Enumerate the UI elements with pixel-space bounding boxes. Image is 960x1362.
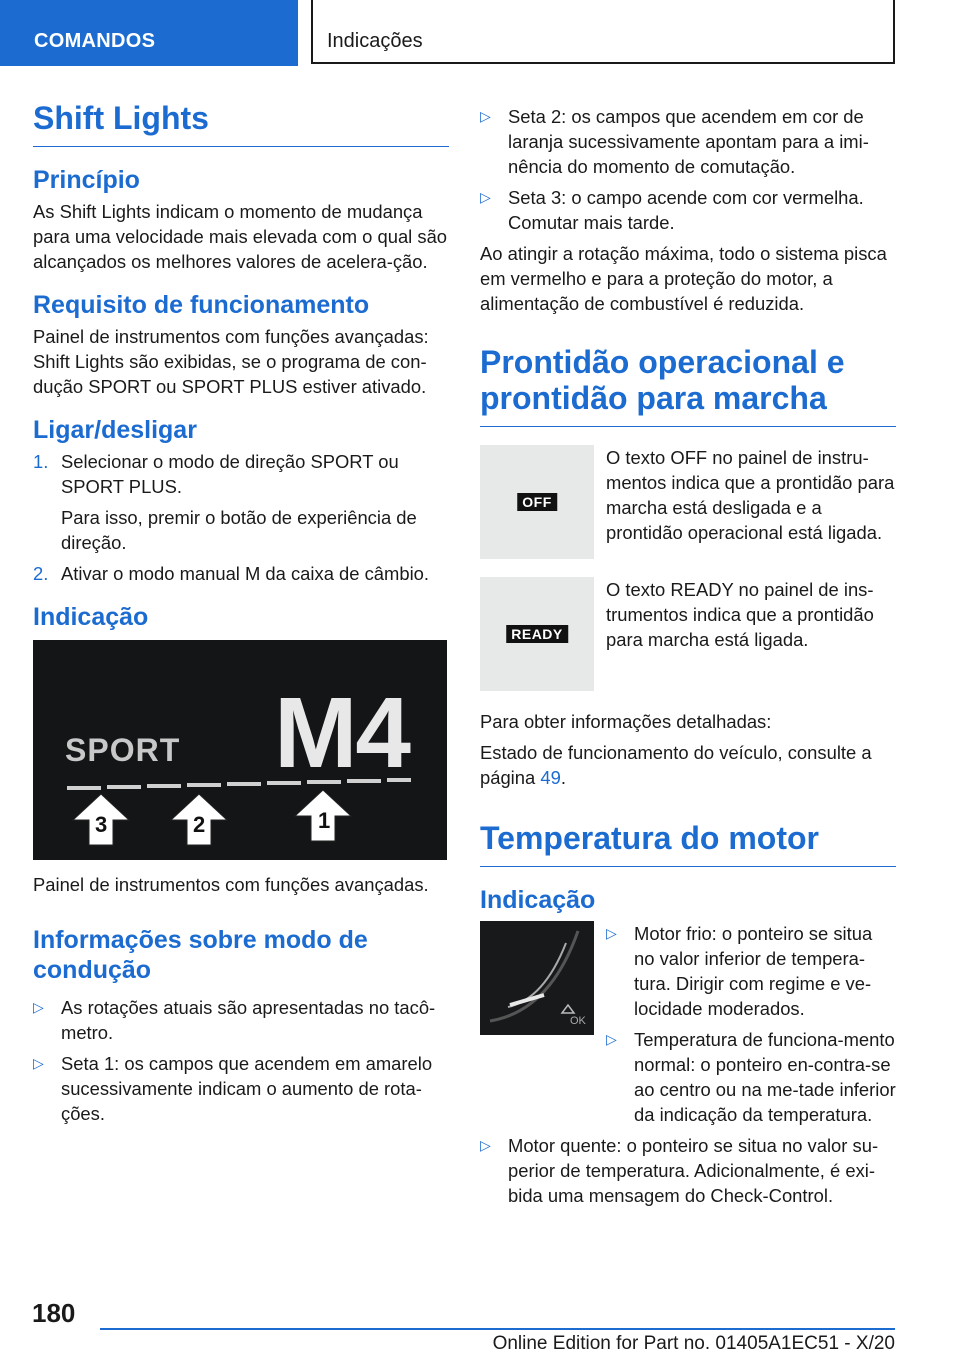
arrow-label-2: 2 (193, 812, 206, 837)
bullet-text: Seta 1: os campos que acendem em amarelo sucessivamente indicam o aumento de rota-ções. (61, 1053, 433, 1124)
shift-lights-image (33, 640, 447, 860)
list-subtext: Para isso, premir o botão de experiência de direção. (61, 507, 417, 553)
title-readiness: Prontidão operacional e prontidão para marcha (480, 344, 896, 427)
off-indicator-image (480, 445, 594, 559)
max-rpm-text: Ao atingir a rotação máxima, todo o sistema pisca em vermelho e para a proteção do motor, a alimentação de combustível é reduzida. (480, 243, 887, 314)
list-item (33, 1051, 449, 1126)
principle-text: As Shift Lights indicam o momento de mudança para uma velocidade mais elevada com o qual são alcançados os melhores valores de acelera-ção. (33, 201, 448, 272)
list-item (33, 995, 449, 1045)
off-label: OFF (517, 493, 557, 511)
triangle-bullet-icon: ▷ (480, 108, 491, 124)
engine-temp-icon (562, 1005, 574, 1013)
triangle-bullet-icon: ▷ (606, 1031, 617, 1047)
bullet-text: Seta 2: os campos que acendem em cor de laranja sucessivamente apontam para a imi-nência do momento de comutação. (508, 106, 869, 177)
gear-indicator: M4 (274, 677, 409, 789)
ready-row (480, 577, 896, 691)
reference-suffix: . (560, 767, 566, 788)
bullet-text: Motor frio: o ponteiro se situa no valor inferior de tempera-tura. Dirigir com regime e ve-locidade moderados. (634, 923, 873, 1019)
heading-display: Indicação (33, 603, 149, 631)
more-info-text: Para obter informações detalhadas: (480, 711, 772, 732)
reference-prefix: Estado de funcionamento do veículo, consulte a página (480, 742, 872, 788)
footer-divider (100, 1328, 895, 1330)
heading-onoff: Ligar/desligar (33, 416, 197, 444)
heading-drive-info: Informações sobre modo de condução (33, 926, 368, 984)
gauge-ok-label: OK (570, 1015, 586, 1027)
triangle-bullet-icon: ▷ (606, 925, 617, 941)
arrow-label-3: 3 (95, 812, 108, 837)
ready-text: O texto READY no painel de ins-trumentos indica que a prontidão para marcha está ligada. (606, 579, 874, 650)
page-link[interactable]: 49 (540, 767, 561, 788)
section-tab (0, 0, 298, 66)
triangle-bullet-icon: ▷ (33, 999, 44, 1015)
reference-text (480, 740, 896, 790)
arrow-icons (73, 790, 351, 845)
bullet-text: Motor quente: o ponteiro se situa no valor su-perior de temperatura. Adicionalmente, é exi-bida uma mensagem do Check-Control. (508, 1135, 879, 1206)
left-column (33, 100, 449, 1132)
list-item (480, 104, 896, 179)
triangle-bullet-icon: ▷ (480, 189, 491, 205)
heading-requirement: Requisito de funcionamento (33, 291, 370, 319)
gauge-row (480, 921, 896, 1133)
bullet-text: As rotações atuais são apresentadas no tacô-metro. (61, 997, 436, 1043)
list-item (33, 449, 449, 499)
heading-engine-display: Indicação (480, 886, 596, 914)
heading-principle: Princípio (33, 166, 140, 194)
list-item (480, 185, 896, 235)
off-row (480, 445, 896, 559)
list-item (606, 921, 896, 1021)
triangle-bullet-icon: ▷ (33, 1055, 44, 1071)
right-column (480, 104, 896, 1214)
bullet-text: Seta 3: o campo acende com cor vermelha. Comutar mais tarde. (508, 187, 864, 233)
chapter-box (311, 0, 895, 64)
title-shift-lights: Shift Lights (33, 100, 449, 147)
list-item (33, 561, 449, 586)
edition-text: Online Edition for Part no. 01405A1EC51 - X/20 (492, 1333, 895, 1354)
bullet-text: Temperatura de funciona-mento normal: o ponteiro en-contra-se ao centro ou na me-tade inferior da indicação da temperatura. (634, 1029, 896, 1125)
section-label: COMANDOS (34, 30, 156, 52)
triangle-bullet-icon: ▷ (480, 1137, 491, 1153)
mode-indicator: SPORT (65, 732, 181, 768)
title-engine-temp: Temperatura do motor (480, 820, 896, 867)
list-number: 1. (33, 451, 49, 472)
off-text: O texto OFF no painel de instru-mentos indica que a prontidão para marcha está desligada e a prontidão operacional está ligada. (606, 447, 895, 543)
list-number: 2. (33, 563, 49, 584)
page-number: 180 (32, 1298, 76, 1328)
list-text: Selecionar o modo de direção SPORT ou SPORT PLUS. (61, 451, 399, 497)
list-text: Ativar o modo manual M da caixa de câmbio. (61, 563, 429, 584)
ready-indicator-image (480, 577, 594, 691)
chapter-label: Indicações (327, 30, 423, 52)
page-header (0, 0, 960, 66)
list-item (480, 1133, 896, 1208)
arrow-label-1: 1 (318, 808, 331, 833)
list-item (606, 1027, 896, 1127)
temperature-gauge-image (480, 921, 594, 1035)
requirement-text: Painel de instrumentos com funções avançadas: Shift Lights são exibidas, se o programa de con-dução SPORT ou SPORT PLUS estiver ativado. (33, 326, 429, 397)
ready-label: READY (506, 625, 568, 643)
image-caption: Painel de instrumentos com funções avançadas. (33, 874, 429, 895)
